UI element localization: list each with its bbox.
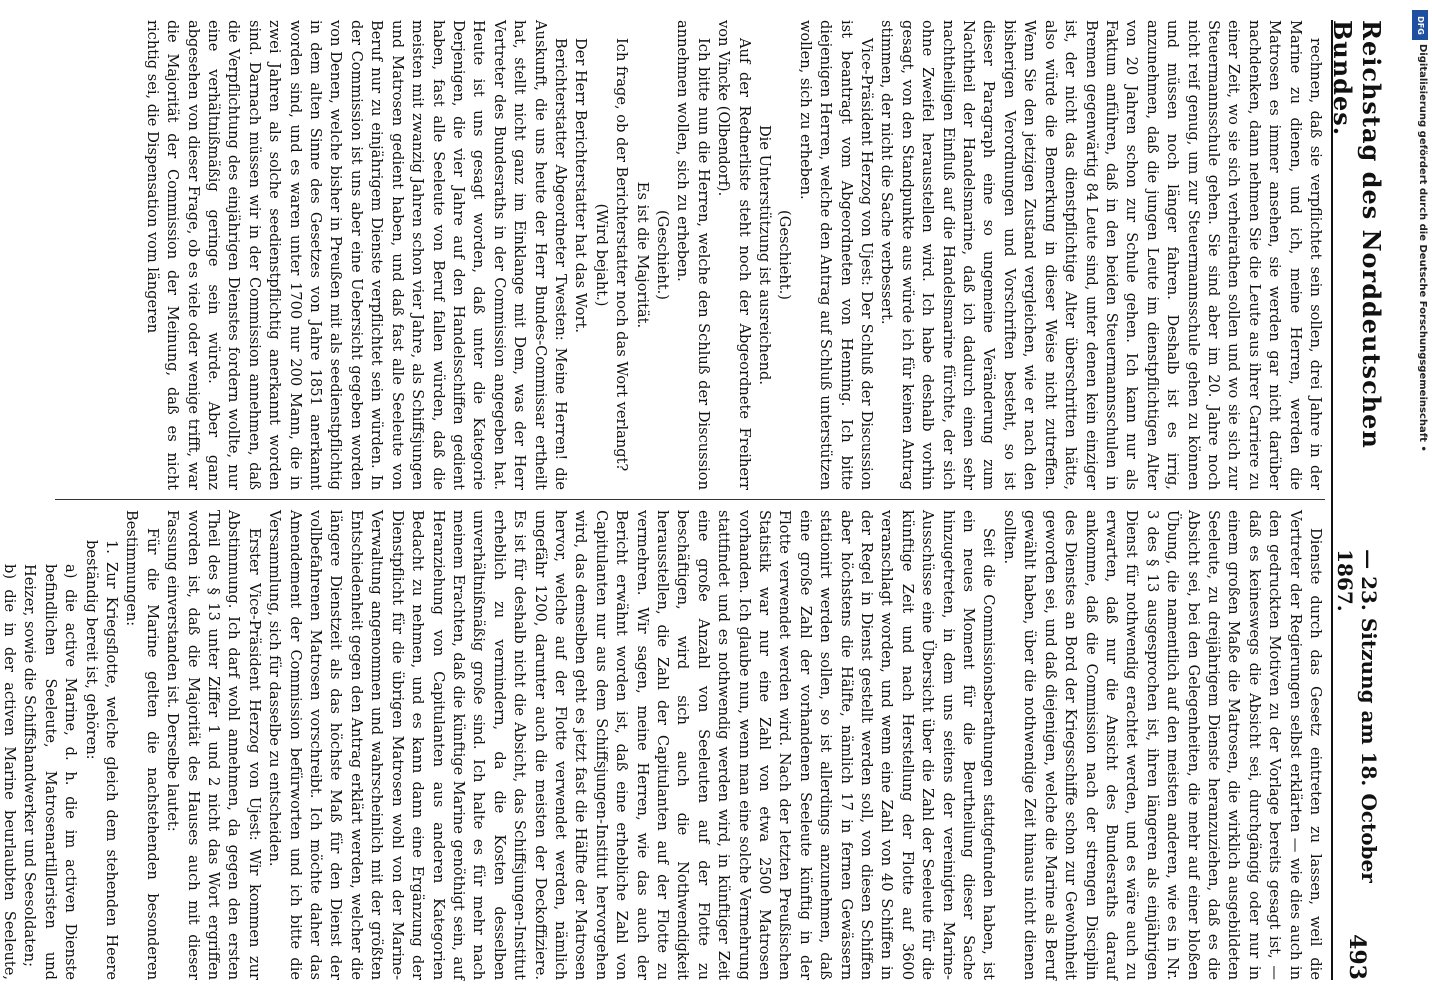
paragraph: rechnen, daß sie verpflichtet sein sollen, drei Jahre in der Marine zu dienen, und ich, meine Herren, werden die Matrosen es immer ansehen, sie werden gar nicht darüber nachdenken, dann nehmen Sie die Leute aus ihrer Carriere zu einer Zeit, wo sie sich verheirathen sollen und wo sie sich zur Steuermannsschule gehen. Sie sind aber im 20. Jahre noch nicht reif genug, um zur Steuermannsschule gehen zu können und müssen noch länger fahren. Deshalb ist es irrig, anzunehmen, daß die jungen Leute im dienstpflichtigen Alter von 20 Jahren schon zur Schule gehen. Ich kann nur als Faktum anführen, daß in den beiden Steuermannsschulen in Bremen gegenwärtig 84 Leute sind, unter denen kein einziger ist, der nicht das dienstpflichtige Alter überschritten hätte, also würde die Bemerkung in dieser Weise nicht zutreffen. Wenn Sie den jetzigen Zustand vergleichen, wie er nach den bisherigen Verordnungen und Vorschriften besteht, so ist dieser Paragraph eine so ungemeine Veränderung zum Nachtheil der Handelsmarine, daß ich dadurch einen sehr nachtheiligen Einfluß auf die Handelsmarine fürchte, der sich ohne Zweifel herausstellen wird. Ich habe deshalb vorhin gesagt, von den Standpunkte aus würde ich für keinen Antrag stimmen, der nicht die Sache verbessert. xyxy=(878,20,1324,490)
paragraph: (Geschieht.) xyxy=(654,210,671,300)
header-rule xyxy=(1331,20,1333,980)
session-title: — 23. Sitzung am 18. October 1867. xyxy=(1333,549,1381,883)
dfg-credit-text: Digitalisierung gefördert durch die Deutsche Forschungsgemeinschaft • xyxy=(1417,44,1428,452)
rotated-page xyxy=(1,20,1386,980)
paragraph: Vice-Präsident Herzog von Ujest: Der Schluß der Discussion ist beantragt vom Abgeordneten von Henning. Ich bitte diejenigen Herren, welche den Antrag auf Schluß unterstützen wollen, sich zu erheben. xyxy=(796,20,876,490)
page-number: 493 xyxy=(1344,934,1370,980)
paragraph: Berichterstatter Abgeordneter Twesten: Meine Herren! die Auskunft, die uns heute der Herr Bundes-Commissar ertheilt hat, stellt nicht ganz im Einklange mit Dem, was der Herr Vertreter des Bundesraths in der Commission angegeben hat. Heute ist uns gesagt worden, daß unter die Kategorie Derjenigen, die vier Jahre auf den Handelsschiffen gedient haben, fast alle Seeleute von Beruf fallen würden, daß die meisten mit zwanzig Jahren schon vier Jahre, als Schiffsjungen und Matrosen gedient haben, und daß fast alle Seeleute von Beruf nur zu einjährigem Dienste verpflichtet sein würden. In der Commission ist uns aber eine Uebersicht gegeben worden von Denen, welche bisher in Preußen mit als seedienstpflichtig in dem alten Sinne des Gesetzes von Jahre 1851 anerkannt worden sind, und es waren unter 1700 nur 200 Mann, die in zwei Jahren als solche seedienstpflichtig anerkannt worden sind. Darnach müssen wir in der Commission annehmen, daß die Verpflichtung des einjährigen Dienstes fordern wollte, nur eine verhältnißmäßig geringe sein würde. Aber ganz abgesehen von dieser Frage, ob es viele oder wenige trifft, war die Majorität der Commission der Meinung, daß es nicht richtig sei, die Dispensation vom längeren xyxy=(143,20,569,490)
dfg-logo xyxy=(1412,10,1428,40)
page-header xyxy=(1328,20,1386,980)
paragraph: Ich frage, ob der Berichterstatter noch das Wort verlangt? xyxy=(613,38,631,472)
paragraph: 1. Zur Kriegsflotte, welche gleich dem stehenden Heere beständig bereit ist, gehören: xyxy=(82,540,121,980)
paragraph: Ich bitte nun die Herren, welche den Schluß der Discussion annehmen wollen, sich zu erheben. xyxy=(674,20,712,490)
paragraph: Auf der Rednerliste steht noch der Abgeordnete Freiherr von Vincke (Olbendorf). xyxy=(715,20,753,490)
paragraph: Dienste durch das Gesetz eintreten zu lassen, weil die Vertreter der Regierungen selbst erklärten — wie dies auch in den gedruckten Motiven zu der Vorlage bereits gesagt ist, — daß es keineswegs die Absicht sei, durchgängig oder nur in einem großen Maße die Matrosen, die wirklich ausgebildeten Seeleute, zu dreijährigem Dienste heranzuziehen, daß es die Absicht sei, bei den Gelegenheiten, die mehr auf einer bloßen Übung, die namentlich auf den meisten anderen, wie es in Nr. 3 des § 13 ausgesprochen ist, ihren längeren als einjährigen Dienst für nothwendig erachtet werden, und es wäre auch zu erwarten, daß nur die Ansicht des Bundesraths darauf ankomme, daß die Commission nach der strengen Disciplin des Dienstes an Bord der Kriegsschiffe schon zur Gewohnheit geworden sei, und daß diejenigen, welche die Marine als Beruf gewählt haben, über die nothwendige Zeit hinaus nicht dienen sollten. xyxy=(1000,510,1324,980)
paragraph: Der Herr Berichterstatter hat das Wort. xyxy=(572,38,590,334)
text-columns xyxy=(1,20,1325,980)
right-column xyxy=(1,510,1325,980)
paragraph: b) die in der activen Marine beurlaubten Seeleute, xyxy=(1,564,18,980)
column-divider xyxy=(55,490,1325,510)
paragraph: Die Unterstützung ist ausreichend. xyxy=(756,124,774,386)
paragraph: Für die Marine gelten die nachstehenden besonderen Bestimmungen: xyxy=(123,510,161,980)
paragraph: Seit die Commissionsberathungen stattgefunden haben, ist ein neues Moment für die Beurtheilung dieser Sache hinzugetreten, in dem uns seitens der vereinigten Marine-Ausschüsse eine Übersicht über die Zahl der Seeleute für die künftige Zeit und nach Herstellung der Flotte auf 3600 veranschlagt worden, und wenn eine Zahl von 40 Schiffen in der Regel in Dienst gestellt werden soll, von diesen Schiffen aber höchstens die Hälfte, nämlich 17 in fernen Gewässern stationirt werden sollen, so ist allerdings anzunehmen, daß eine große Zahl der vorhandenen Seeleute künftig in der Flotte verwendet werden wird. Nach der letzten Preußischen Statistik war nur eine Zahl von etwa 2500 Matrosen vorhanden. Ich glaube nun, wenn man eine solche Vermehrung stattfindet und es nothwendig werden wird, in künftiger Zeit eine große Anzahl von Seeleuten auf der Flotte zu beschäftigen, wird sich auch die Nothwendigkeit herausstellen, die Zahl der Capitulanten auf der Flotte zu vermehren. Wir sagen, meine Herren, wie das auch der Bericht erwähnt worden ist, daß eine erhebliche Zahl von Capitulanten nur aus dem Schiffsjungen-Institut hervorgehen wird, das demselben geht es jetzt fast die Hälfte der Matrosen hervor, welche auf der Flotte verwendet werden, nämlich ungefähr 1200, darunter auch die meisten der Deckoffiziere. Es ist für deshalb nicht die Absicht, das Schiffsjungen-Institut erheblich zu vermindern, da die Kosten desselben unverhältnißmäßig große sind. Ich halte es für mehr nach meinem Erachten, daß die künftige Marine genöthigt sein, auf Heranziehung von Capitulanten aus anderen Kategorien Bedacht zu nehmen, und es kann dann eine Ergänzung der Dienstpflicht für die übrigen Matrosen wohl von der Marine-Verwaltung angenommen und wahrscheinlich mit der größten Entschiedenheit gegen den Antrag erklärt werden, welcher die längere Dienstzeit als das höchste Maß für den Dienst der vollbefahrenen Matrosen vorschreibt. Ich möchte daher das Amendement der Commission befürworten und ich bitte die Versammlung, sich für dasselbe zu entscheiden. xyxy=(266,510,998,980)
paragraph: Es ist die Majorität. xyxy=(633,181,651,329)
left-column xyxy=(55,20,1325,490)
header-title: Reichstag des Norddeutschen Bundes. xyxy=(1328,20,1386,449)
paragraph: a) die active Marine, d. h. die im activen Dienste befindlichen Seeleute, Matrosenartilleristen und Heizer, sowie die Schiffshandwerker und Seesoldaten; xyxy=(21,564,80,980)
paragraph: (Geschieht.) xyxy=(776,210,794,300)
paragraph: Erster Vice-Präsident Herzog von Ujest: Wir kommen zur Abstimmung. Ich darf wohl annehmen, da gegen den ersten Theil des § 13 unter Ziffer 1 und 2 nicht das Wort ergriffen worden ist, daß die Majorität des Hauses auch mit dieser Fassung einverstanden ist. Derselbe lautet: xyxy=(164,510,263,980)
dfg-logo-text: DFG xyxy=(1415,15,1425,35)
paragraph: (Wird bejaht.) xyxy=(592,203,610,307)
